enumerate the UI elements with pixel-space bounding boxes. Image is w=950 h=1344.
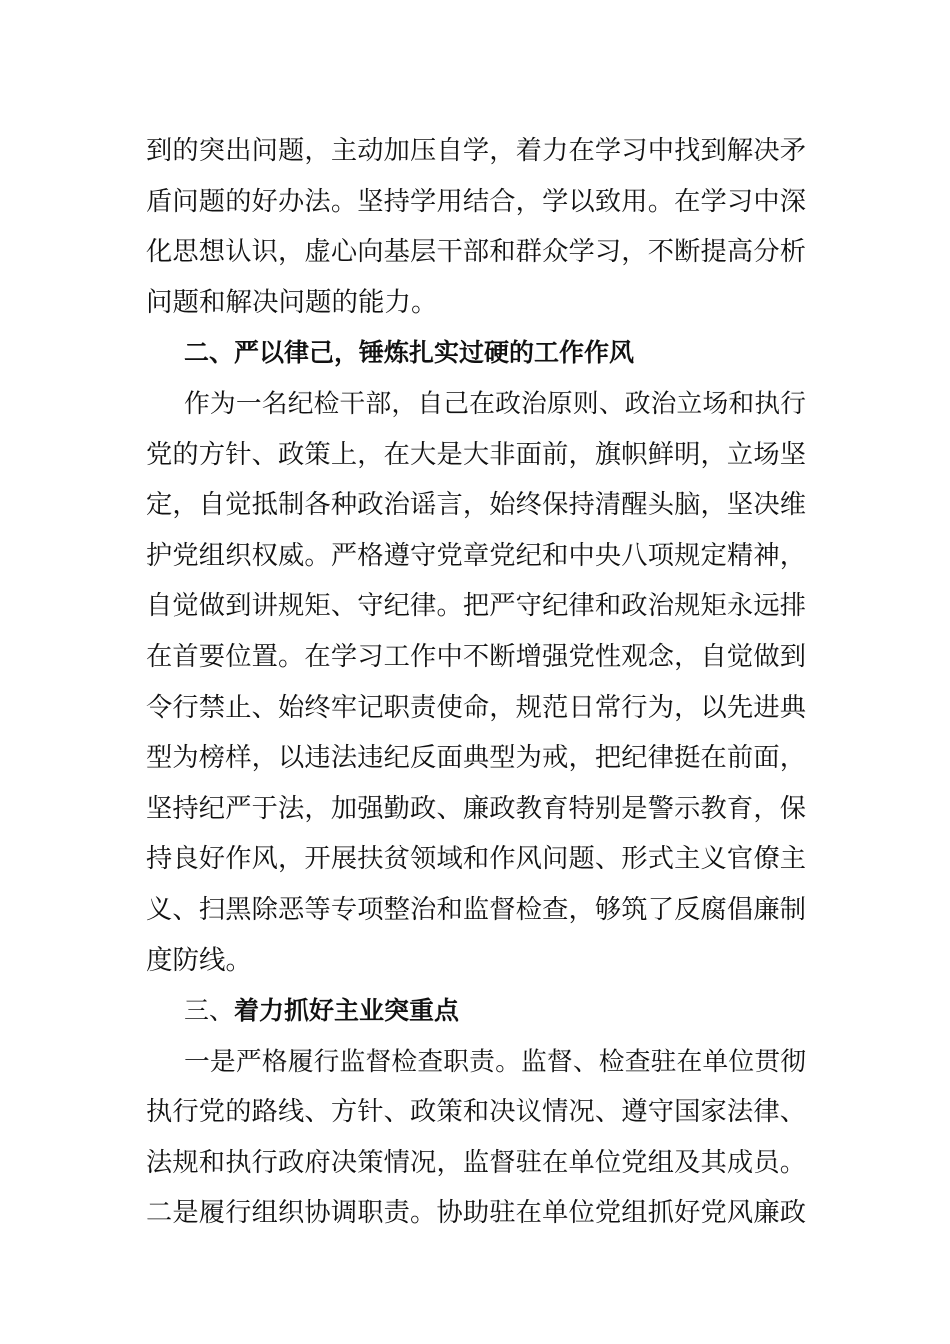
text-line: 一是严格履行监督检查职责。监督、检查驻在单位贯彻 <box>184 1046 806 1077</box>
text-line: 护党组织权威。严格遵守党章党纪和中央八项规定精神， <box>146 540 806 571</box>
document-body <box>146 126 806 1239</box>
section-heading-3 <box>146 986 806 1037</box>
text-line: 令行禁止、始终牢记职责使命，规范日常行为，以先进典 <box>146 692 806 723</box>
text-line: 到的突出问题，主动加压自学，着力在学习中找到解决矛 <box>146 136 806 166</box>
section-heading-2: 二、严以律己，锤炼扎实过硬的工作作风 <box>184 338 635 368</box>
text-line: 法规和执行政府决策情况，监督驻在单位党组及其成员。 <box>146 1147 806 1178</box>
paragraph-discipline <box>146 379 806 986</box>
text-line: 在首要位置。在学习工作中不断增强党性观念，自觉做到 <box>146 641 806 672</box>
text-line: 度防线。 <box>146 944 252 976</box>
paragraph-duties <box>146 1037 806 1239</box>
text-line: 问题和解决问题的能力。 <box>146 286 438 318</box>
section-heading-number: 三、 <box>184 996 235 1026</box>
text-line: 定，自觉抵制各种政治谣言，始终保持清醒头脑，坚决维 <box>146 490 806 521</box>
text-line: 二是履行组织协调职责。协助驻在单位党组抓好党风廉政 <box>146 1198 806 1229</box>
text-line: 盾问题的好办法。坚持学用结合，学以致用。在学习中深 <box>146 186 806 217</box>
text-line: 作为一名纪检干部，自己在政治原则、政治立场和执行 <box>184 388 806 419</box>
text-line: 义、扫黑除恶等专项整治和监督检查，够筑了反腐倡廉制 <box>146 894 806 925</box>
text-line: 执行党的路线、方针、政策和决议情况、遵守国家法律、 <box>146 1097 806 1128</box>
text-line: 党的方针、政策上，在大是大非面前，旗帜鲜明，立场坚 <box>146 439 806 470</box>
text-line: 化思想认识，虚心向基层干部和群众学习，不断提高分析 <box>146 237 806 268</box>
text-line: 型为榜样，以违法违纪反面典型为戒，把纪律挺在前面， <box>146 743 806 774</box>
text-line: 坚持纪严于法，加强勤政、廉政教育特别是警示教育，保 <box>146 793 806 824</box>
section-heading-text: 着力抓好主业突重点 <box>234 996 460 1026</box>
paragraph-study <box>146 126 806 328</box>
text-line: 自觉做到讲规矩、守纪律。把严守纪律和政治规矩永远排 <box>146 591 806 622</box>
text-line: 持良好作风，开展扶贫领域和作风问题、形式主义官僚主 <box>146 844 806 875</box>
